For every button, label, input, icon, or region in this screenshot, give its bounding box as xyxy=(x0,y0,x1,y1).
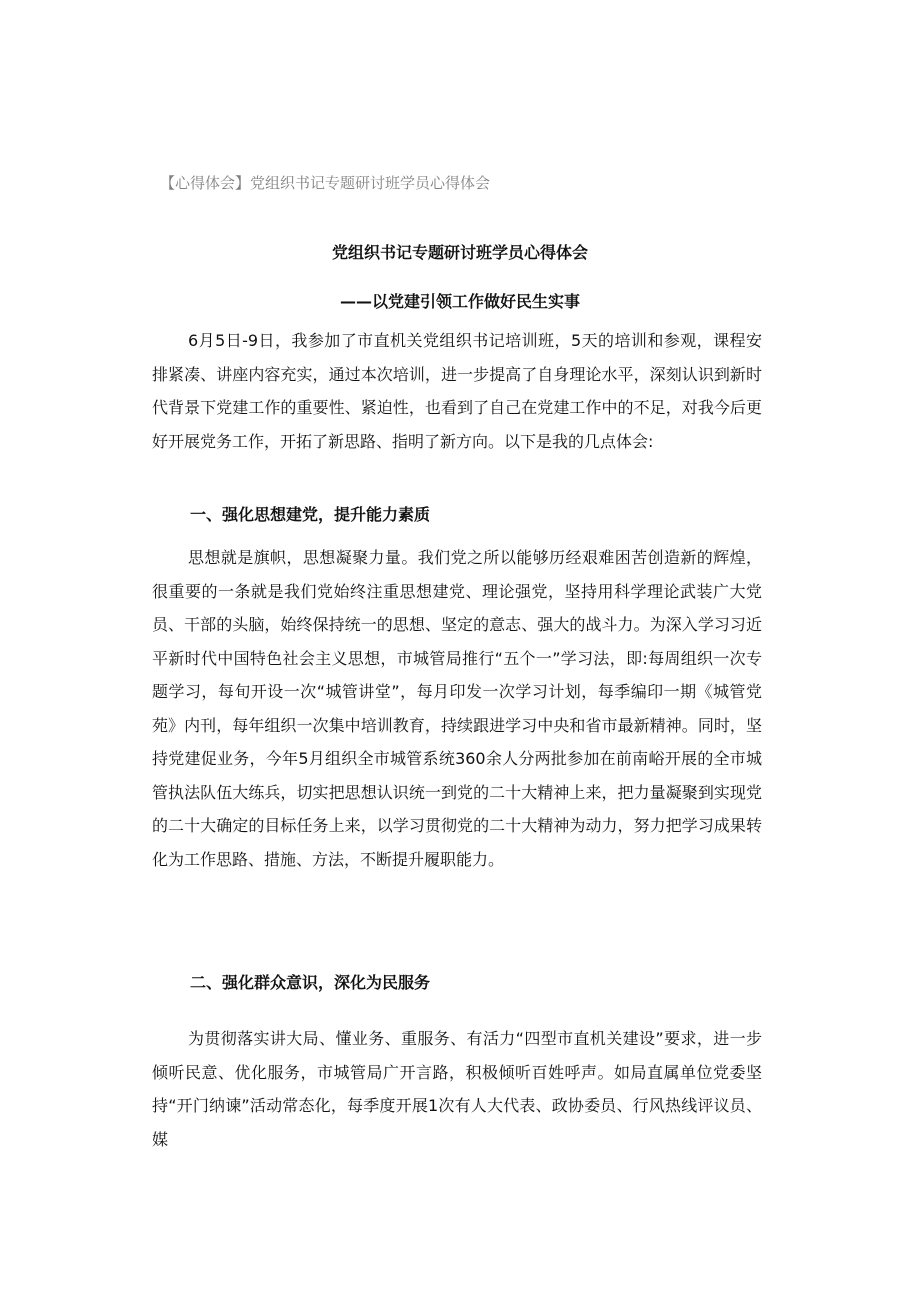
section-1-body: 思想就是旗帜，思想凝聚力量。我们党之所以能够历经艰难困苦创造新的辉煌，很重要的一条就是我们党始终注重思想建党、理论强党，坚持用科学理论武装广大党员、干部的头脑，始终保持统一的思想、坚定的意志、强大的战斗力。为深入学习习近平新时代中国特色社会主义思想，市城管局推行“五个一”学习法，即:每周组织一次专题学习，每旬开设一次“城管讲堂”，每月印发一次学习计划，每季编印一期《城管党苑》内刊，每年组织一次集中培训教育，持续跟进学习中央和省市最新精神。同时，坚持党建促业务，今年5月组织全市城管系统360余人分两批参加在前南峪开展的全市城管执法队伍大练兵，切实把思想认识统一到党的二十大精神上来，把力量凝聚到实现党的二十大确定的目标任务上来，以学习贯彻党的二十大精神为动力，努力把学习成果转化为工作思路、措施、方法，不断提升履职能力。 xyxy=(152,548,762,869)
document-subtitle: ——以党建引领工作做好民生实事 xyxy=(339,292,580,311)
document-title: 党组织书记专题研讨班学员心得体会 xyxy=(331,243,588,262)
document-label: 【心得体会】党组织书记专题研讨班学员心得体会 xyxy=(160,174,491,192)
section-2-heading: 二、强化群众意识，深化为民服务 xyxy=(190,973,431,992)
section-2-body: 为贯彻落实讲大局、懂业务、重服务、有活力“四型市直机关建设”要求，进一步倾听民意、优化服务，市城管局广开言路，积极倾听百姓呼声。如局直属单位党委坚持“开门纳谏”活动常态化，每季度开展1次有人大代表、政协委员、行风热线评议员、媒 xyxy=(152,1029,762,1149)
section-1-heading: 一、强化思想建党，提升能力素质 xyxy=(190,505,431,524)
intro-paragraph: 6月5日-9日，我参加了市直机关党组织书记培训班，5天的培训和参观，课程安排紧凑、讲座内容充实，通过本次培训，进一步提高了自身理论水平，深刻认识到新时代背景下党建工作的重要性、紧迫性，也看到了自己在党建工作中的不足，对我今后更好开展党务工作，开拓了新思路、指明了新方向。以下是我的几点体会: xyxy=(152,331,762,451)
